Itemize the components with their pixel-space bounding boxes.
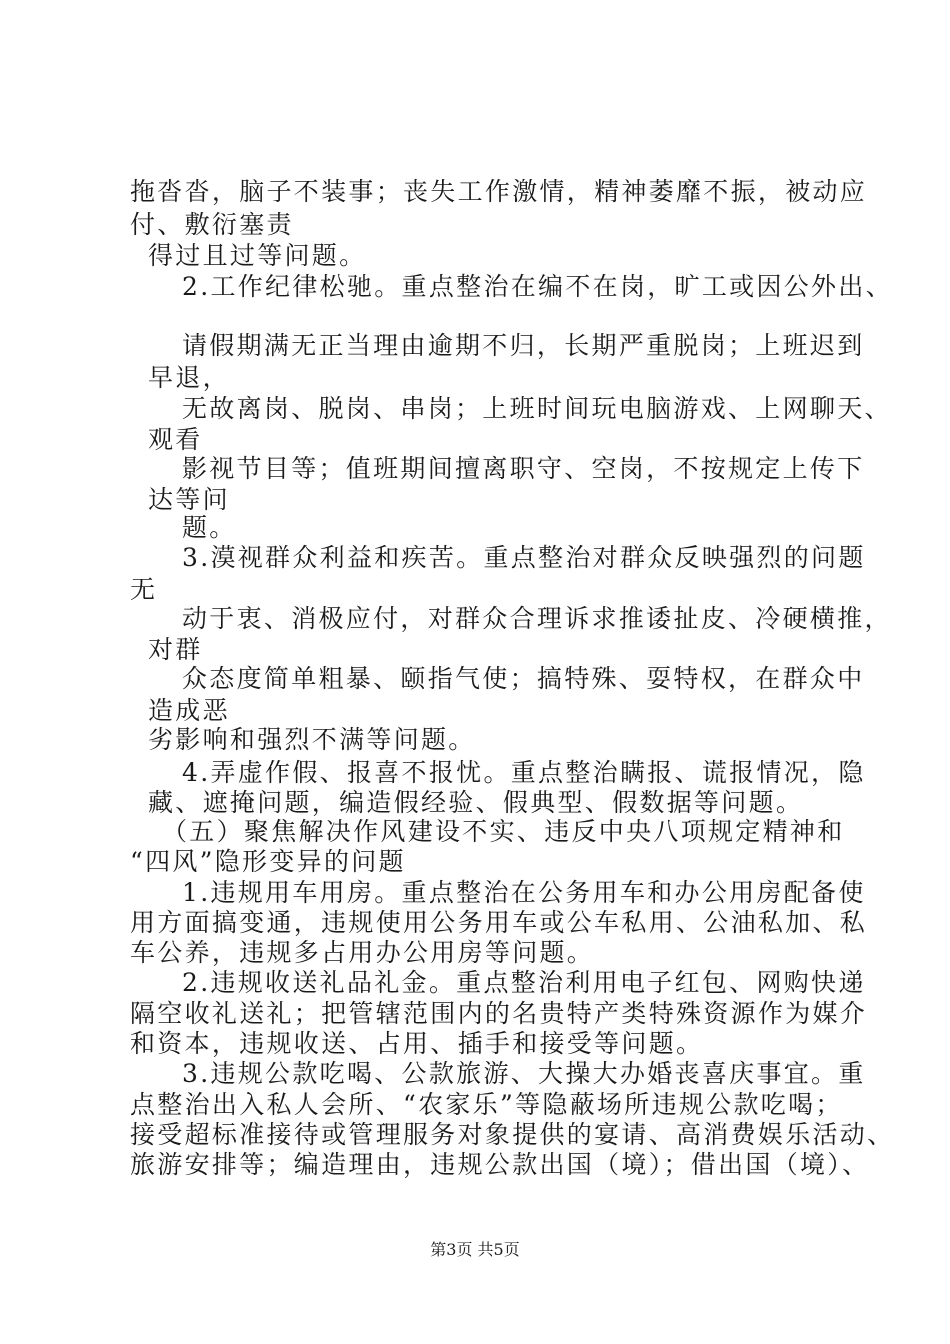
text-line: 点整治出入私人会所、“农家乐”等隐蔽场所违规公款吃喝；	[130, 1090, 843, 1119]
text-line: 隔空收礼送礼；把管辖范围内的名贵特产类特殊资源作为媒介	[130, 999, 868, 1028]
text-line: 影视节目等；值班期间擅离职守、空岗，不按规定上传下	[182, 454, 865, 483]
text-line: 2.工作纪律松驰。重点整治在编不在岗，旷工或因公外出、	[182, 272, 893, 301]
text-line: 4.弄虚作假、报喜不报忧。重点整治瞒报、谎报情况，隐	[182, 758, 866, 787]
text-line: 众态度简单粗暴、颐指气使；搞特殊、耍特权，在群众中	[182, 664, 865, 693]
text-line: 3.漠视群众利益和疾苦。重点整治对群众反映强烈的问题	[182, 543, 866, 572]
text-line: 3.违规公款吃喝、公款旅游、大操大办婚丧喜庆事宜。重	[182, 1059, 866, 1088]
text-line: 1.违规用车用房。重点整治在公务用车和办公用房配备使	[182, 878, 866, 907]
text-line: 题。	[182, 513, 237, 542]
text-line: 观看	[148, 425, 203, 454]
text-line: 接受超标准接待或管理服务对象提供的宴请、高消费娱乐活动、	[130, 1120, 895, 1149]
text-line: 付、敷衍塞责	[130, 210, 294, 239]
text-line: 造成恶	[148, 696, 230, 725]
text-line: （五）聚焦解决作风建设不实、违反中央八项规定精神和	[162, 817, 845, 846]
text-line: 得过且过等问题。	[148, 241, 367, 270]
text-line: 2.违规收送礼品礼金。重点整治利用电子红包、网购快递	[182, 968, 866, 997]
text-line: 无	[130, 575, 158, 604]
text-line: 请假期满无正当理由逾期不归，长期严重脱岗；上班迟到	[182, 331, 865, 360]
text-line: 对群	[148, 635, 203, 664]
page-footer: 第3页 共5页	[430, 1240, 520, 1259]
text-line: 无故离岗、脱岗、串岗；上班时间玩电脑游戏、上网聊天、	[182, 394, 892, 423]
text-line: 藏、遮掩问题，编造假经验、假典型、假数据等问题。	[148, 788, 804, 817]
text-line: 早退，	[148, 363, 230, 392]
text-line: 拖沓沓，脑子不装事；丧失工作激情，精神萎靡不振，被动应	[130, 177, 868, 206]
text-line: 劣影响和强烈不满等问题。	[148, 725, 476, 754]
text-line: 车公养，违规多占用办公用房等问题。	[130, 938, 595, 967]
text-line: 动于衷、消极应付，对群众合理诉求推诿扯皮、冷硬横推，	[182, 604, 892, 633]
text-line: 和资本，违规收送、占用、插手和接受等问题。	[130, 1029, 704, 1058]
text-line: 达等问	[148, 485, 230, 514]
text-line: “四风”隐形变异的问题	[130, 847, 406, 876]
text-line: 用方面搞变通，违规使用公务用车或公车私用、公油私加、私	[130, 908, 868, 937]
text-line: 旅游安排等；编造理由，违规公款出国（境）；借出国（境）、	[130, 1150, 870, 1179]
